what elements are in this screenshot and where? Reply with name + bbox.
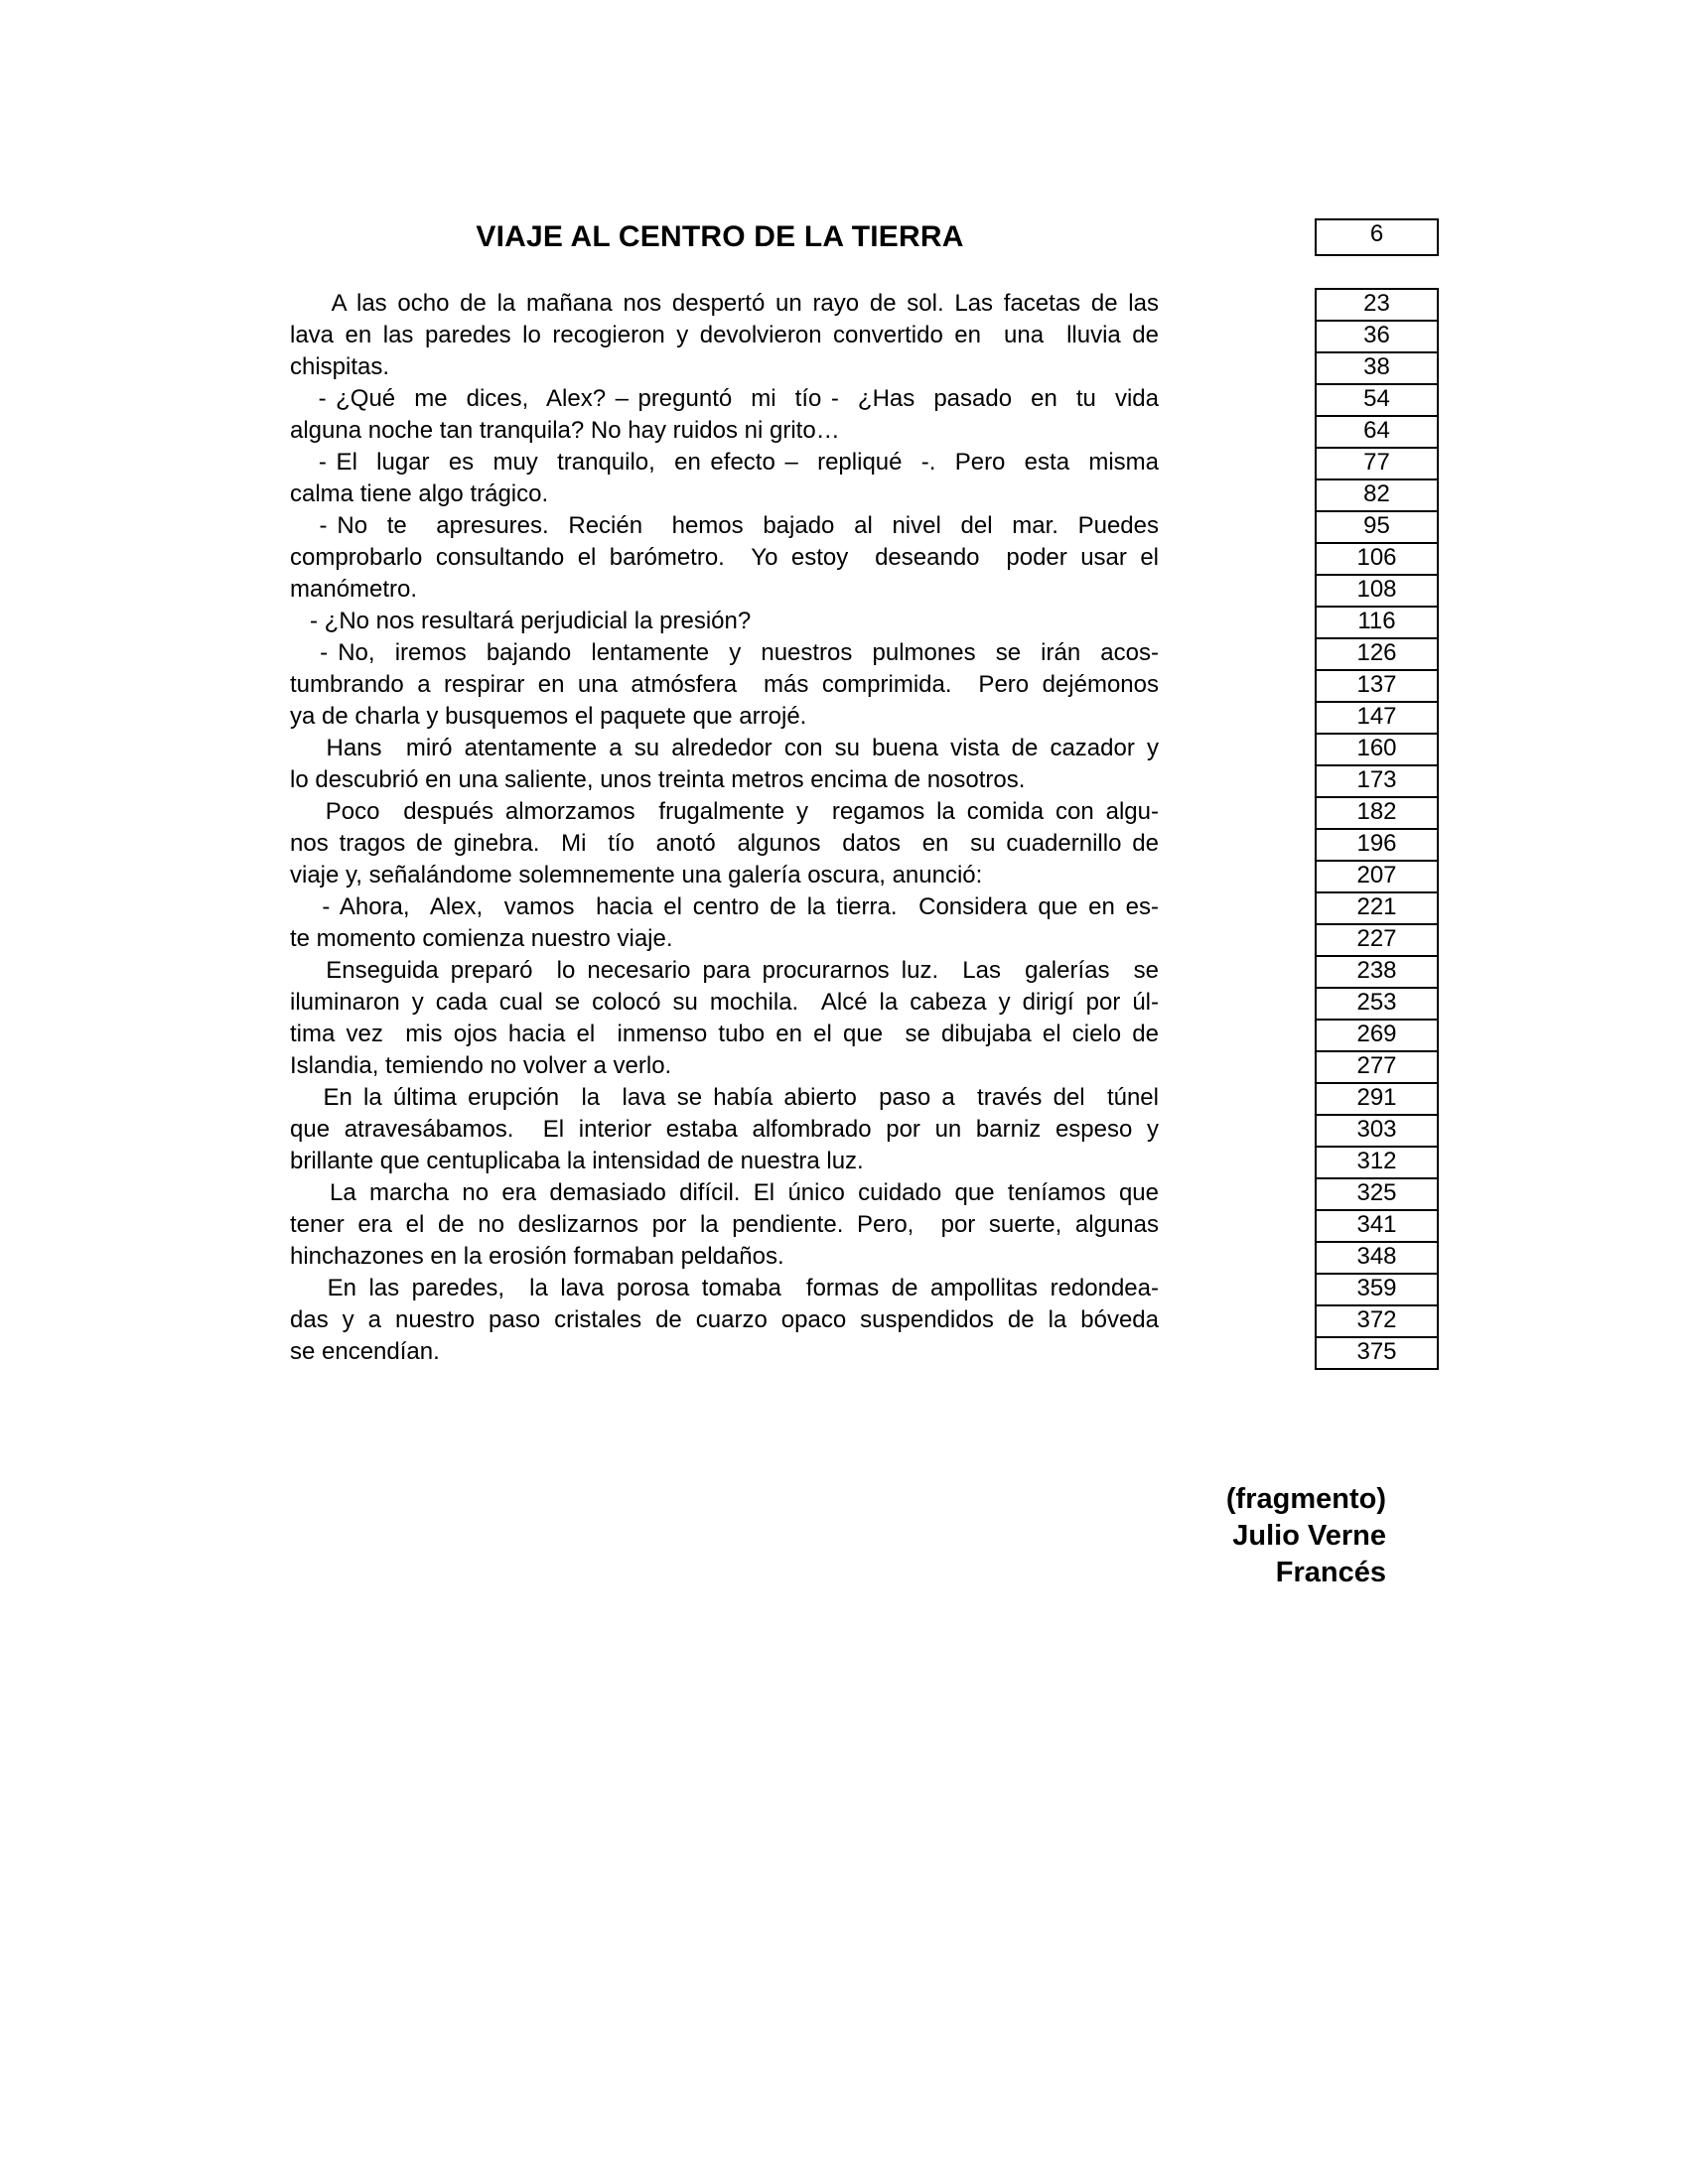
word-count-cell: 291 bbox=[1317, 1084, 1437, 1116]
word-count-cell: 64 bbox=[1317, 417, 1437, 449]
word-count-cell: 95 bbox=[1317, 512, 1437, 544]
word-count-cell: 227 bbox=[1317, 925, 1437, 957]
word-count-cell: 375 bbox=[1356, 1338, 1397, 1365]
story-text bbox=[290, 288, 1159, 1368]
page-title: VIAJE AL CENTRO DE LA TIERRA bbox=[476, 220, 964, 253]
text-line: - ¿No nos resultará perjudicial la presión? bbox=[290, 608, 752, 634]
text-line: tener era el de no deslizarnos por la pendiente. Pero, por suerte, algunas bbox=[290, 1211, 1159, 1238]
text-line: chispitas. bbox=[290, 353, 390, 380]
word-count-cell: 116 bbox=[1317, 608, 1437, 639]
text-line: brillante que centuplicaba la intensidad de nuestra luz. bbox=[290, 1148, 864, 1174]
word-count-cell: 82 bbox=[1317, 480, 1437, 512]
word-count-cell: 137 bbox=[1317, 671, 1437, 703]
fragment-note: (fragmento) bbox=[1225, 1483, 1386, 1515]
text-line: te momento comienza nuestro viaje. bbox=[290, 925, 673, 952]
word-count-cell: 372 bbox=[1317, 1306, 1437, 1338]
text-line: A las ocho de la mañana nos despertó un rayo de sol. Las facetas de las bbox=[290, 290, 1159, 317]
word-count-cell: 253 bbox=[1317, 989, 1437, 1021]
word-count-cell: 277 bbox=[1317, 1052, 1437, 1084]
text-line: Poco después almorzamos frugalmente y regamos la comida con algu- bbox=[290, 798, 1159, 825]
text-line: tima vez mis ojos hacia el inmenso tubo en el que se dibujaba el cielo de bbox=[290, 1021, 1159, 1047]
text-line: ya de charla y busquemos el paquete que arrojé. bbox=[290, 703, 807, 730]
text-line: Islandia, temiendo no volver a verlo. bbox=[290, 1052, 672, 1079]
word-count-cell: 160 bbox=[1317, 735, 1437, 766]
word-count-cell: 341 bbox=[1317, 1211, 1437, 1243]
text-line: nos tragos de ginebra. Mi tío anotó algunos datos en su cuadernillo de bbox=[290, 830, 1159, 857]
word-count-cell: 182 bbox=[1317, 798, 1437, 830]
word-count-cell: 303 bbox=[1317, 1116, 1437, 1148]
word-count-cell: 207 bbox=[1317, 862, 1437, 893]
word-count-cell: 77 bbox=[1317, 449, 1437, 480]
text-line: se encendían. bbox=[290, 1338, 440, 1365]
text-line: comprobarlo consultando el barómetro. Yo estoy deseando poder usar el bbox=[290, 544, 1159, 571]
word-count-cell: 23 bbox=[1317, 290, 1437, 322]
word-count-cell: 108 bbox=[1317, 576, 1437, 608]
word-count-cell: 312 bbox=[1317, 1148, 1437, 1179]
word-count-cell: 173 bbox=[1317, 766, 1437, 798]
text-line: calma tiene algo trágico. bbox=[290, 480, 549, 507]
text-line: En las paredes, la lava porosa tomaba formas de ampollitas redondea- bbox=[290, 1275, 1159, 1301]
text-line: tumbrando a respirar en una atmósfera más comprimida. Pero dejémonos bbox=[290, 671, 1159, 698]
text-line: - Ahora, Alex, vamos hacia el centro de la tierra. Considera que en es- bbox=[290, 893, 1159, 920]
text-line: - ¿Qué me dices, Alex? – preguntó mi tío - ¿Has pasado en tu vida bbox=[290, 385, 1159, 412]
text-line: En la última erupción la lava se había abierto paso a través del túnel bbox=[290, 1084, 1159, 1111]
text-line: Hans miró atentamente a su alrededor con su buena vista de cazador y bbox=[290, 735, 1159, 761]
word-count-cell: 221 bbox=[1317, 893, 1437, 925]
word-count-cell: 359 bbox=[1317, 1275, 1437, 1306]
text-line: Enseguida preparó lo necesario para procurarnos luz. Las galerías se bbox=[290, 957, 1159, 984]
text-line: iluminaron y cada cual se colocó su mochila. Alcé la cabeza y dirigí por úl- bbox=[290, 989, 1159, 1016]
word-count-cell: 348 bbox=[1317, 1243, 1437, 1275]
word-count-column bbox=[1315, 288, 1439, 1370]
word-count-cell: 106 bbox=[1317, 544, 1437, 576]
word-count-cell: 325 bbox=[1317, 1179, 1437, 1211]
text-line: das y a nuestro paso cristales de cuarzo opaco suspendidos de la bóveda bbox=[290, 1306, 1159, 1333]
word-count-cell: 54 bbox=[1317, 385, 1437, 417]
text-line: La marcha no era demasiado difícil. El único cuidado que teníamos que bbox=[290, 1179, 1159, 1206]
word-count-cell: 147 bbox=[1317, 703, 1437, 735]
word-count-cell: 126 bbox=[1317, 639, 1437, 671]
text-line: - No te apresures. Recién hemos bajado al nivel del mar. Puedes bbox=[290, 512, 1159, 539]
word-count-cell: 38 bbox=[1317, 353, 1437, 385]
author-name: Julio Verne bbox=[1232, 1520, 1386, 1552]
text-line: lo descubrió en una saliente, unos treinta metros encima de nosotros. bbox=[290, 766, 1026, 793]
text-line: viaje y, señalándome solemnemente una galería oscura, anunció: bbox=[290, 862, 983, 888]
text-line: hinchazones en la erosión formaban peldaños. bbox=[290, 1243, 784, 1270]
text-line: - El lugar es muy tranquilo, en efecto – repliqué -. Pero esta misma bbox=[290, 449, 1159, 476]
text-line: - No, iremos bajando lentamente y nuestros pulmones se irán acos- bbox=[290, 639, 1159, 666]
text-line: alguna noche tan tranquila? No hay ruidos ni grito… bbox=[290, 417, 840, 444]
text-line: manómetro. bbox=[290, 576, 418, 603]
text-line: lava en las paredes lo recogieron y devolvieron convertido en una lluvia de bbox=[290, 322, 1159, 348]
word-count-cell: 269 bbox=[1317, 1021, 1437, 1052]
text-line: que atravesábamos. El interior estaba alfombrado por un barniz espeso y bbox=[290, 1116, 1159, 1143]
title-word-count: 6 bbox=[1315, 218, 1439, 256]
word-count-cell: 196 bbox=[1317, 830, 1437, 862]
credits bbox=[1092, 1481, 1386, 1591]
word-count-cell: 36 bbox=[1317, 322, 1437, 353]
word-count-cell: 238 bbox=[1317, 957, 1437, 989]
author-origin: Francés bbox=[1275, 1557, 1386, 1588]
